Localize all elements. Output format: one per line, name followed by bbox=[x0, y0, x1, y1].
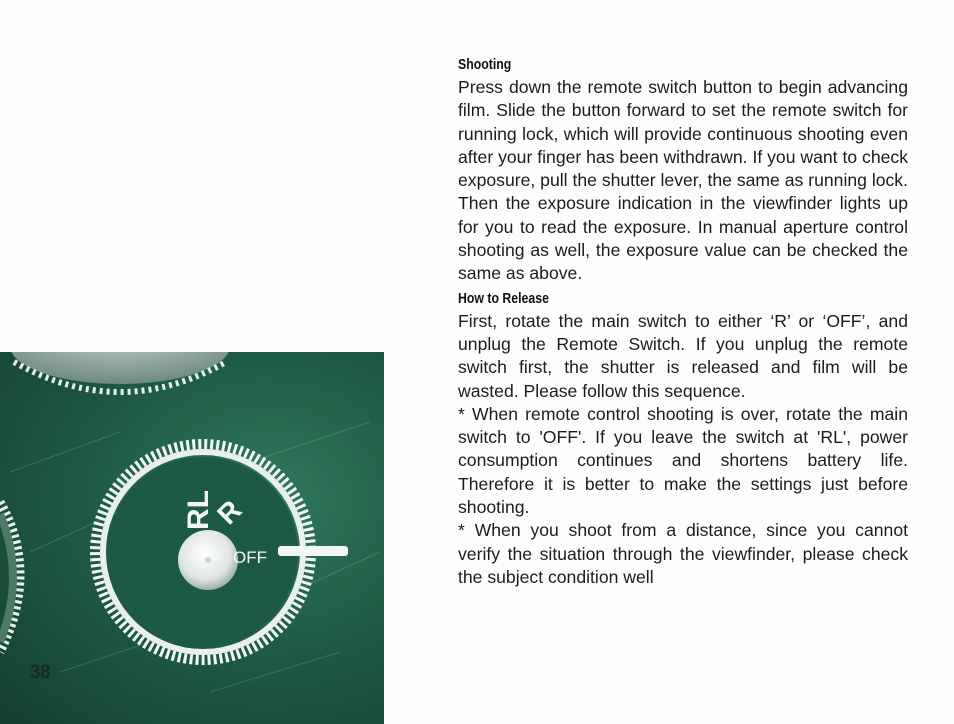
top-dial bbox=[10, 352, 230, 392]
dial-label-off: OFF bbox=[233, 548, 267, 567]
switch-pointer bbox=[278, 546, 348, 556]
camera-dial-photo bbox=[0, 352, 384, 724]
instruction-text bbox=[458, 54, 908, 589]
section-heading-release: How to Release bbox=[458, 289, 549, 307]
dial-illustration bbox=[0, 352, 384, 724]
dial-label-rl: RL bbox=[182, 490, 215, 530]
note-shoot-distance: * When you shoot from a distance, since you cannot verify the situation through the viewfinder, please check the subject condition well bbox=[458, 520, 908, 587]
main-switch-dial bbox=[95, 444, 348, 660]
left-dial bbox=[0, 502, 20, 652]
note-remote-control-over: * When remote control shooting is over, rotate the main switch to 'OFF'. If you leave the switch at 'RL', power consumption continues and shortens battery life. Therefore it is better to make the settings just before shooting. bbox=[458, 403, 908, 518]
paragraph-release: First, rotate the main switch to either ‘R’ or ‘OFF’, and unplug the Remote Switch. If you unplug the remote switch first, the shutter is released and film will be wasted. Please follow this sequence. bbox=[458, 310, 908, 401]
dial-label-r: R bbox=[211, 494, 248, 531]
section-heading-shooting: Shooting bbox=[458, 56, 512, 73]
page-number: 38 bbox=[30, 662, 51, 683]
paragraph-shooting: Press down the remote switch button to begin advancing film. Slide the button forward to set the remote switch for running lock, which will provide continuous shooting even after your finger has been withdrawn. If you want to check exposure, pull the shutter lever, the same as running lock. Then the exposure indication in the viewfinder lights up for you to read the exposure. In manual aperture control shooting as well, the exposure value can be checked the same as above. bbox=[458, 77, 908, 284]
